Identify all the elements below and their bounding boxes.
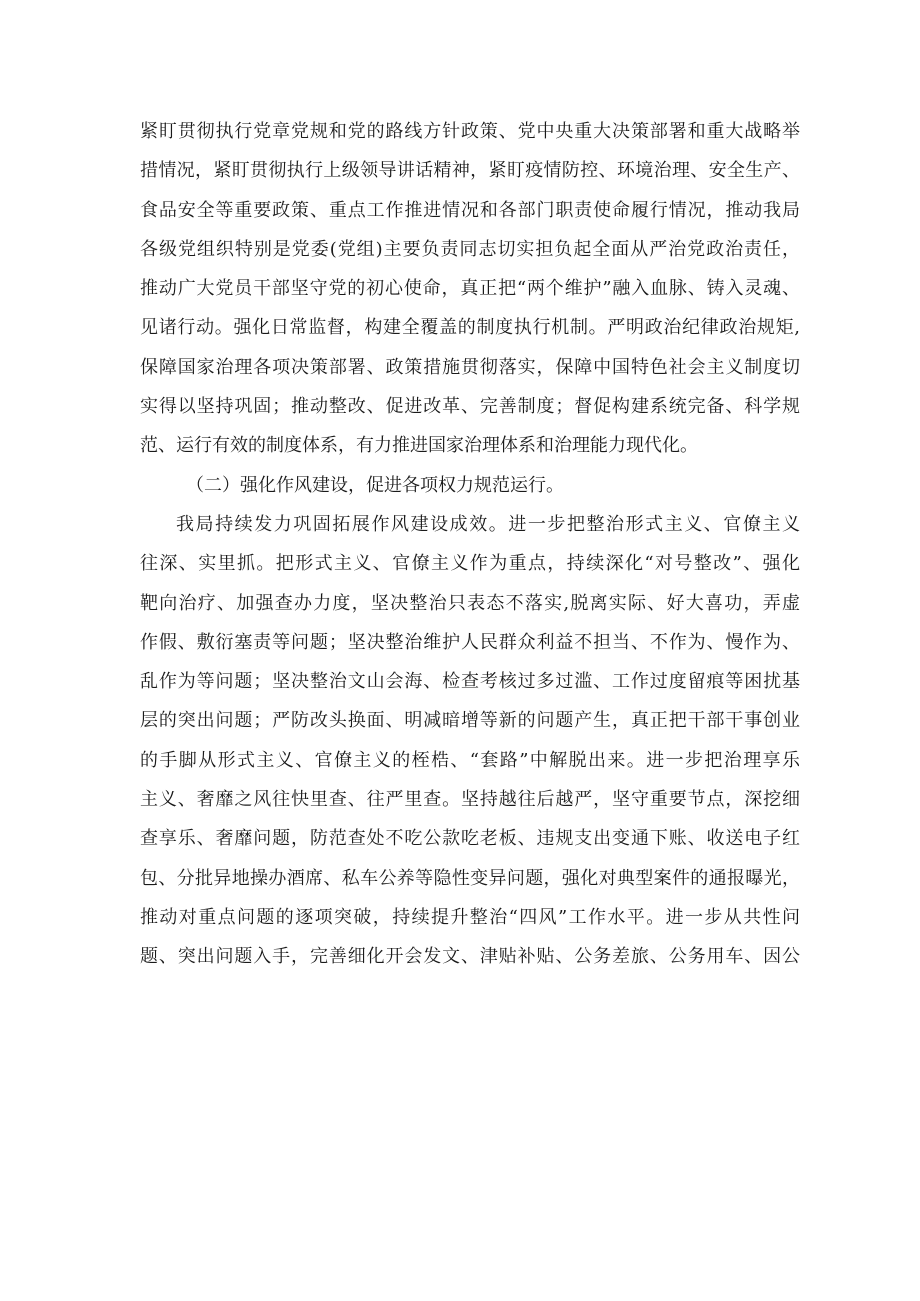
paragraph-2-line-6: 层的突出问题；严防改头换面、明减暗增等新的问题产生，真正把干部干事创业 — [140, 710, 800, 732]
paragraph-2-line-12: 题、突出问题入手，完善细化开会发文、津贴补贴、公务差旅、公务用车、因公 — [140, 946, 800, 968]
paragraph-2-line-4: 作假、敷衍塞责等问题；坚决整治维护人民群众利益不担当、不作为、慢作为、 — [140, 631, 800, 653]
paragraph-2-line-8: 主义、奢靡之风往快里查、往严里查。坚持越往后越严，坚守重要节点，深挖细 — [140, 789, 800, 811]
section-heading: （二）强化作风建设，促进各项权力规范运行。 — [186, 474, 564, 496]
document-body — [140, 112, 800, 977]
paragraph-1-line-9: 范、运行有效的制度体系，有力推进国家治理体系和治理能力现代化。 — [140, 435, 698, 457]
paragraph-2-line-7: 的手脚从形式主义、官僚主义的桎梏、“套路”中解脱出来。进一步把治理享乐 — [140, 749, 800, 771]
paragraph-1-line-4: 各级党组织特别是党委(党组)主要负责同志切实担负起全面从严治党政治责任， — [140, 238, 800, 260]
paragraph-2-line-1: 我局持续发力巩固拓展作风建设成效。进一步把整治形式主义、官僚主义 — [176, 513, 800, 535]
paragraph-1-line-3: 食品安全等重要政策、重点工作推进情况和各部门职责使命履行情况，推动我局 — [140, 199, 800, 221]
paragraph-2-line-5: 乱作为等问题；坚决整治文山会海、检查考核过多过滥、工作过度留痕等困扰基 — [140, 671, 800, 693]
paragraph-1-line-8: 实得以坚持巩固；推动整改、促进改革、完善制度；督促构建系统完备、科学规 — [140, 396, 800, 418]
paragraph-1-line-1: 紧盯贯彻执行党章党规和党的路线方针政策、党中央重大决策部署和重大战略举 — [140, 121, 800, 142]
paragraph-2-line-11: 推动对重点问题的逐项突破，持续提升整治“四风”工作水平。进一步从共性问 — [140, 906, 800, 928]
paragraph-2-line-2: 往深、实里抓。把形式主义、官僚主义作为重点，持续深化“对号整改”、强化 — [140, 553, 800, 575]
paragraph-1-line-2: 措情况，紧盯贯彻执行上级领导讲话精神，紧盯疫情防控、环境治理、安全生产、 — [140, 160, 800, 182]
paragraph-2-line-10: 包、分批异地操办酒席、私车公养等隐性变异问题，强化对典型案件的通报曝光， — [140, 867, 800, 889]
paragraph-2-line-9: 查享乐、奢靡问题，防范查处不吃公款吃老板、违规支出变通下账、收送电子红 — [140, 828, 800, 850]
paragraph-1-line-7: 保障国家治理各项决策部署、政策措施贯彻落实，保障中国特色社会主义制度切 — [140, 356, 800, 378]
paragraph-1-line-5: 推动广大党员干部坚守党的初心使命，真正把“两个维护”融入血脉、铸入灵魂、 — [140, 278, 800, 300]
paragraph-2-line-3: 靶向治疗、加强查办力度，坚决整治只表态不落实,脱离实际、好大喜功，弄虚 — [140, 592, 800, 614]
paragraph-1-line-6: 见诸行动。强化日常监督，构建全覆盖的制度执行机制。严明政治纪律政治规矩, — [140, 317, 800, 339]
